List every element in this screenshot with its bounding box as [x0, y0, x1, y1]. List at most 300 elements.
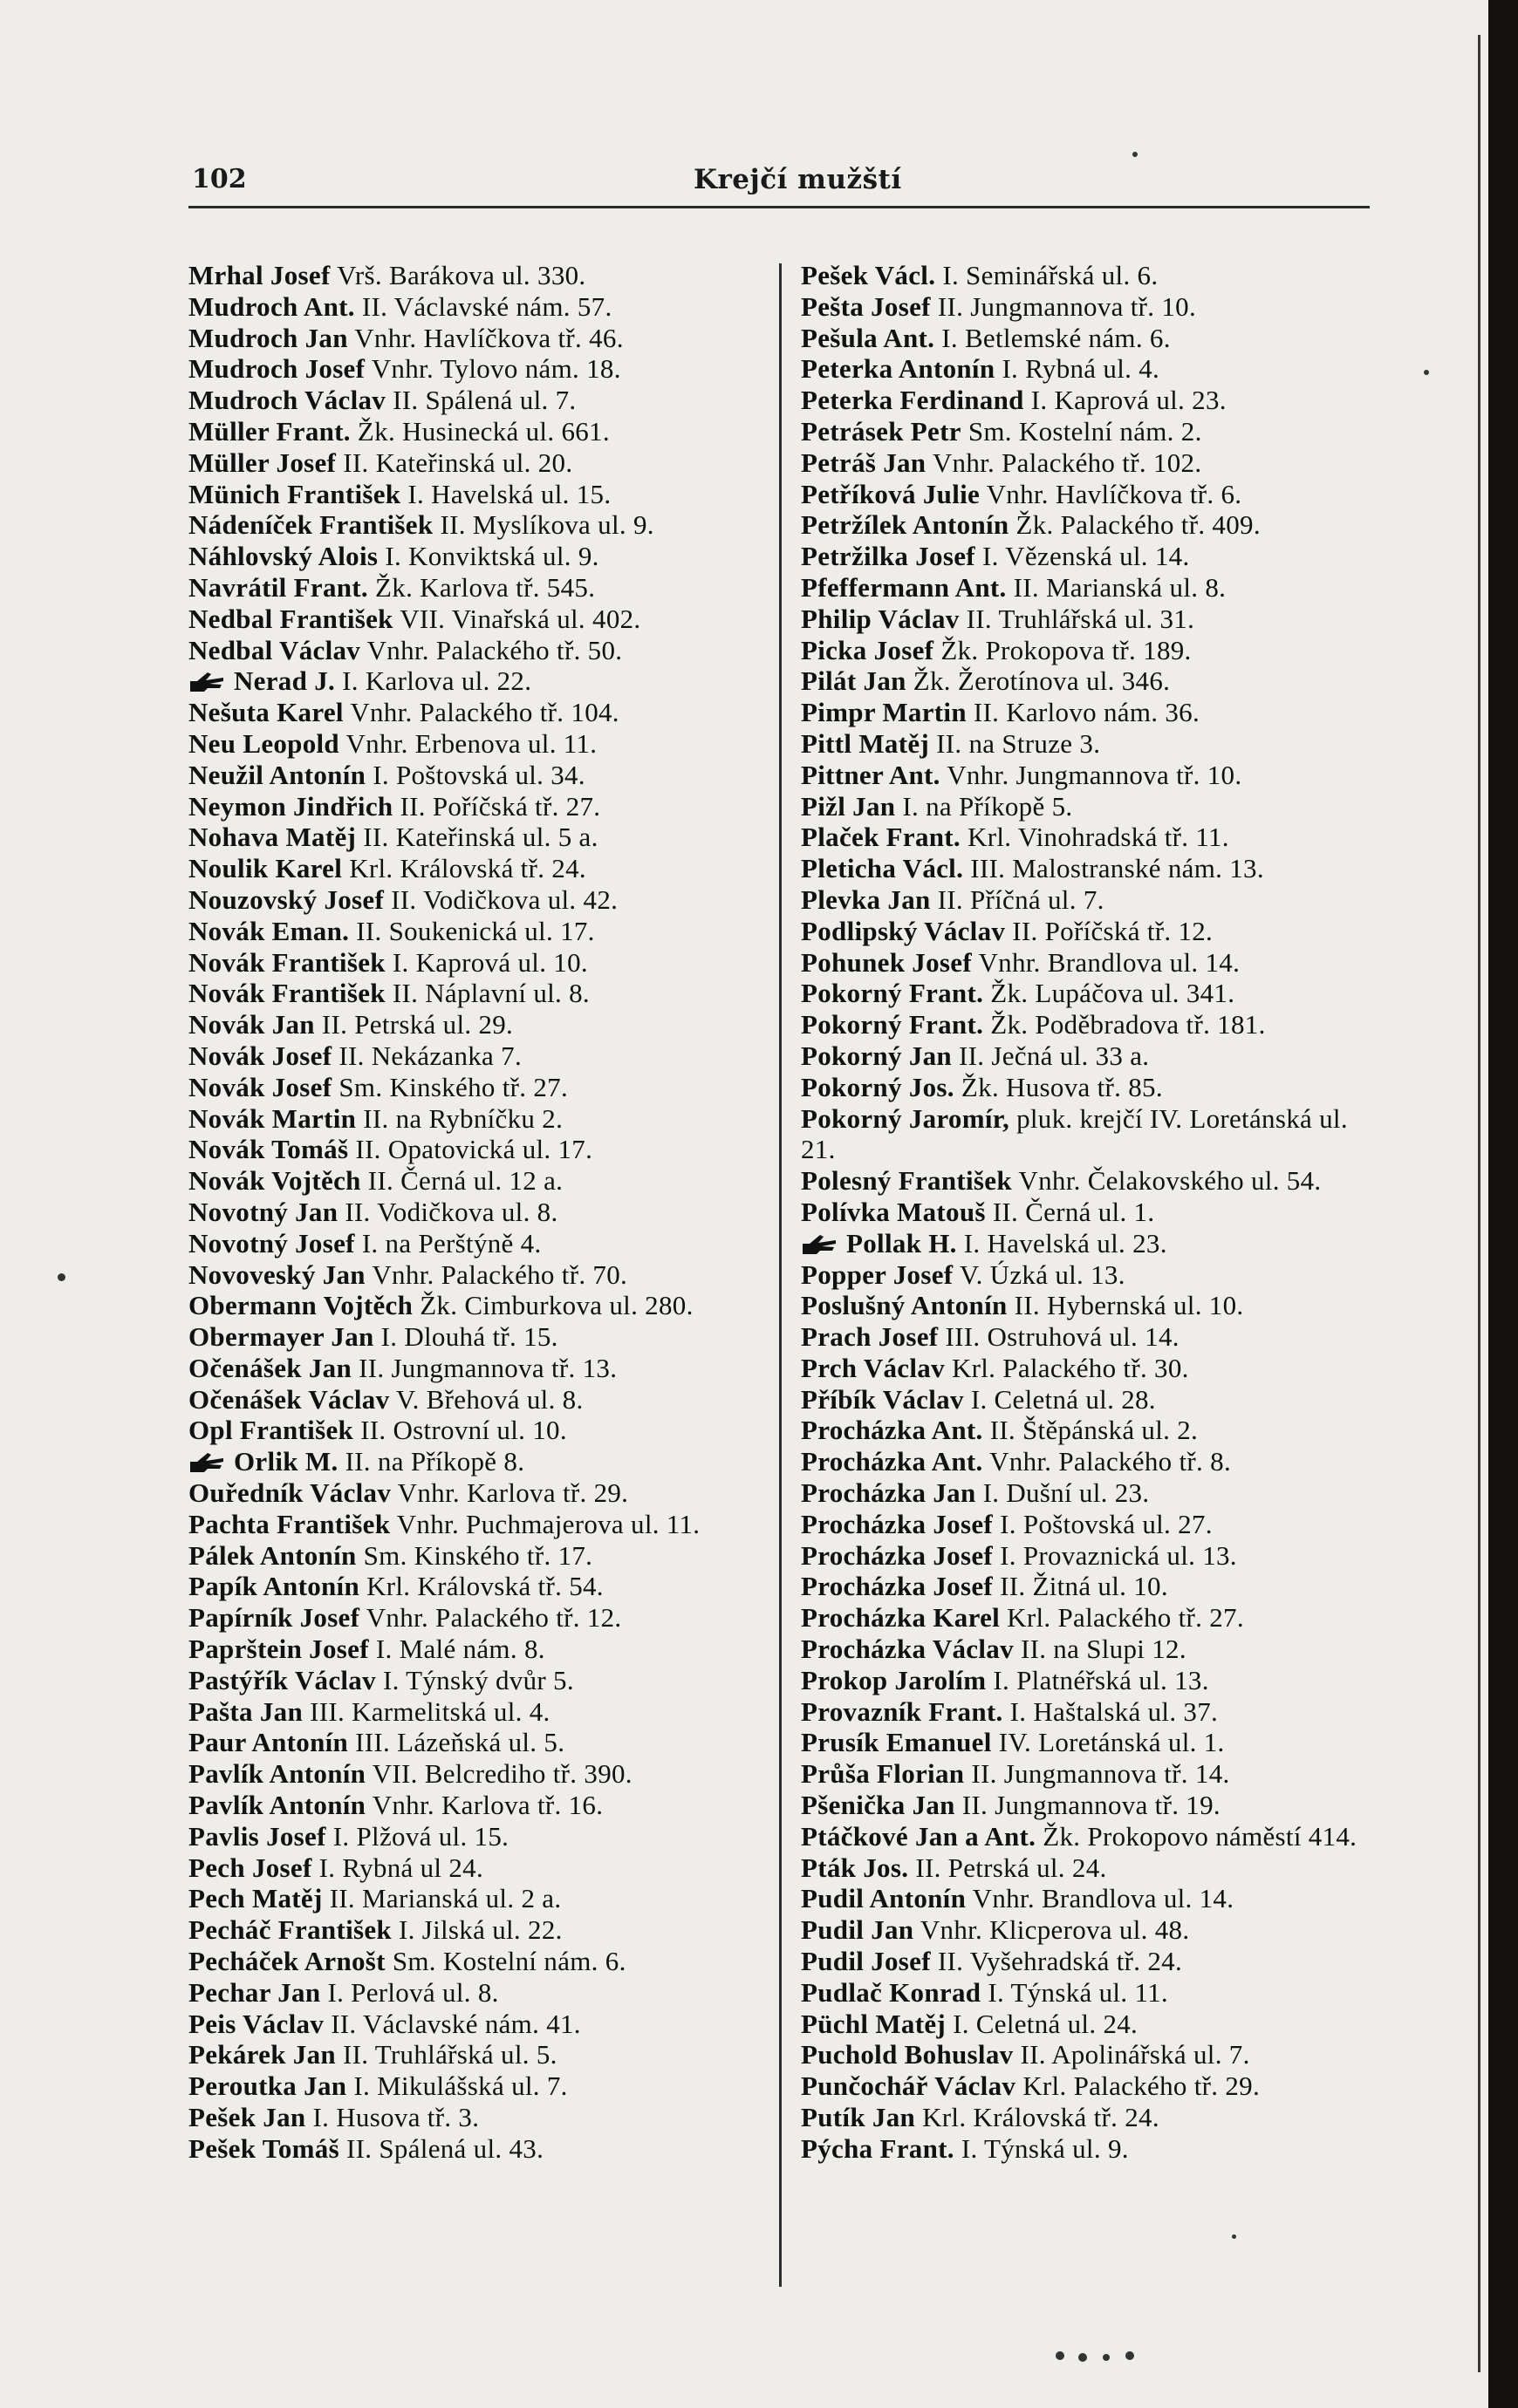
entry-name: Novák Martin: [188, 1102, 357, 1134]
directory-entry: [801, 2070, 1370, 2102]
entry-name: Peterka Ferdinand: [801, 385, 1024, 416]
entry-name: Procházka Jan: [801, 1477, 976, 1509]
directory-entry: [188, 1914, 756, 1946]
entry-name: Pleticha Václ.: [801, 853, 964, 884]
entry-name: Provazník Frant.: [801, 1695, 1003, 1727]
entry-name: Pechar Jan: [188, 1976, 321, 2008]
directory-entry: [188, 1040, 756, 1072]
entry-name: Peroutka Jan: [188, 2070, 347, 2102]
entry-address: I. Perlová ul. 8.: [327, 1976, 499, 2008]
entry-name: Pachta František: [188, 1508, 391, 1539]
entry-address: I. Rybná ul. 4.: [1002, 353, 1160, 385]
directory-entry: [801, 541, 1370, 572]
entry-address: Krl. Královská tř. 54.: [366, 1571, 604, 1602]
directory-entry: [801, 323, 1370, 354]
directory-entry: [188, 353, 756, 385]
entry-address: II. Poříčská tř. 27.: [400, 790, 601, 822]
directory-entry: [188, 2009, 756, 2040]
entry-address: I. Havelská ul. 15.: [407, 478, 612, 509]
directory-entry: [801, 978, 1370, 1009]
entry-name: Procházka Josef: [801, 1571, 994, 1602]
entry-name: Nádeníček František: [188, 509, 434, 541]
entry-address: Vnhr. Puchmajerova ul. 11.: [396, 1508, 701, 1539]
entry-address: Sm. Kostelní nám. 2.: [968, 415, 1202, 447]
entry-name: Procházka Josef: [801, 1508, 994, 1539]
entry-name: Navrátil Frant.: [188, 571, 368, 603]
directory-entry: [188, 1758, 756, 1790]
entry-address: I. Betlemské nám. 6.: [941, 322, 1171, 353]
entry-address: V. Břehová ul. 8.: [395, 1383, 584, 1415]
entry-name: Pašta Jan: [188, 1695, 304, 1727]
entry-name: Novák František: [188, 978, 386, 1009]
entry-address: II. Příčná ul. 7.: [937, 883, 1104, 915]
entry-address: Vnhr. Havlíčkova tř. 46.: [354, 322, 624, 353]
entry-address: I. Dlouhá tř. 15.: [380, 1321, 558, 1353]
entry-address: II. Černá ul. 1.: [992, 1196, 1155, 1227]
entry-name: Pešula Ant.: [801, 322, 935, 353]
entry-name: Pavlis Josef: [188, 1820, 326, 1852]
entry-address: III. Ostruhová ul. 14.: [945, 1321, 1180, 1353]
directory-entry: [801, 1259, 1370, 1291]
entry-name: Procházka Karel: [801, 1602, 1001, 1634]
entry-name: Pekárek Jan: [188, 2039, 336, 2070]
entry-address: Vnhr. Palackého tř. 12.: [366, 1602, 622, 1634]
directory-entry: [188, 1977, 756, 2009]
entry-address: I. Jilská ul. 22.: [399, 1914, 563, 1946]
entry-address: II. Vodičkova ul. 42.: [391, 883, 619, 915]
entry-address: Sm. Kinského tř. 17.: [363, 1539, 593, 1571]
entry-address: I. Kaprová ul. 10.: [392, 946, 588, 978]
directory-entry: [188, 822, 756, 853]
directory-entry: [801, 1696, 1370, 1728]
directory-entry: [188, 853, 756, 884]
entry-address: I. Mikulášská ul. 7.: [353, 2070, 568, 2102]
entry-name: Očenášek Václav: [188, 1383, 390, 1415]
entry-name: Pokorný Jaromír,: [801, 1102, 1010, 1134]
entry-address: I. Provaznická ul. 13.: [1000, 1539, 1237, 1571]
entry-name: Pollak H.: [846, 1227, 957, 1259]
entry-name: Pokorný Frant.: [801, 1009, 984, 1040]
entry-name: Picka Josef: [801, 634, 934, 665]
entry-name: Pokorný Frant.: [801, 978, 984, 1009]
directory-entry: [188, 2102, 756, 2133]
directory-entry: [801, 572, 1370, 604]
entry-address: Žk. Žerotínova ul. 346.: [913, 665, 1171, 697]
right-column: [801, 260, 1370, 2165]
entry-address: II. Ostrovní ul. 10.: [360, 1415, 567, 1446]
entry-name: Pokorný Jos.: [801, 1071, 954, 1102]
entry-address: II. Štěpánská ul. 2.: [989, 1415, 1199, 1446]
directory-entry: [188, 665, 756, 697]
entry-address: Krl. Královská tř. 24.: [922, 2102, 1159, 2133]
directory-entry: [801, 2039, 1370, 2070]
entry-address: I. Karlova ul. 22.: [342, 665, 532, 697]
directory-entry: [188, 1290, 756, 1321]
directory-entry: [801, 1821, 1370, 1852]
entry-address: Sm. Kostelní nám. 6.: [392, 1946, 626, 1977]
entry-name: Püchl Matěj: [801, 2008, 947, 2039]
entry-name: Pýcha Frant.: [801, 2132, 954, 2164]
entry-name: Novák Tomáš: [188, 1134, 349, 1165]
directory-entry: [188, 728, 756, 760]
entry-address: II. Spálená ul. 43.: [346, 2132, 544, 2164]
directory-entry: [801, 760, 1370, 791]
directory-entry: [188, 697, 756, 728]
entry-address: Krl. Palackého tř. 29.: [1022, 2070, 1260, 2102]
entry-name: Opl František: [188, 1415, 354, 1446]
entry-name: Podlipský Václav: [801, 915, 1006, 946]
entry-address: Vnhr. Palackého tř. 8.: [989, 1446, 1232, 1477]
entry-name: Pešek Tomáš: [188, 2132, 339, 2164]
entry-address: Vnhr. Brandlova ul. 14.: [978, 946, 1241, 978]
directory-entry: [801, 1103, 1370, 1166]
entry-name: Petrásek Petr: [801, 415, 961, 447]
directory-entry: [801, 1914, 1370, 1946]
entry-name: Paprštein Josef: [188, 1634, 369, 1665]
entry-address: I. Kaprová ul. 23.: [1030, 385, 1227, 416]
entry-name: Procházka Václav: [801, 1634, 1014, 1665]
entry-name: Pálek Antonín: [188, 1539, 357, 1571]
entry-name: Petráš Jan: [801, 447, 927, 478]
entry-name: Mrhal Josef: [188, 260, 331, 290]
entry-address: II. na Příkopě 8.: [345, 1446, 525, 1477]
directory-entry: [801, 1072, 1370, 1103]
directory-entry: [801, 1509, 1370, 1540]
directory-entry: [801, 1883, 1370, 1914]
entry-address: V. Úzká ul. 13.: [959, 1259, 1125, 1290]
directory-entry: [801, 479, 1370, 510]
entry-name: Novotný Josef: [188, 1227, 355, 1259]
directory-entry: [801, 1852, 1370, 1884]
entry-name: Novotný Jan: [188, 1196, 338, 1227]
entry-name: Prokop Jarolím: [801, 1664, 987, 1695]
directory-entry: [801, 1197, 1370, 1228]
entry-address: Vnhr. Palackého tř. 50.: [366, 634, 623, 665]
entry-address: II. Karlovo nám. 36.: [973, 697, 1200, 728]
entry-name: Novoveský Jan: [188, 1259, 366, 1290]
entry-name: Plaček Frant.: [801, 822, 961, 853]
directory-entry: [188, 791, 756, 822]
directory-entry: [188, 947, 756, 979]
entry-name: Pittner Ant.: [801, 759, 940, 790]
entry-address: I. Konviktská ul. 9.: [385, 541, 599, 572]
directory-entry: [188, 1384, 756, 1415]
directory-entry: [801, 1946, 1370, 1977]
entry-name: Münich František: [188, 478, 401, 509]
entry-name: Pastýřík Václav: [188, 1664, 376, 1695]
directory-entry: [188, 572, 756, 604]
entry-address: II. Ječná ul. 33 a.: [959, 1040, 1150, 1071]
entry-address: II. Náplavní ul. 8.: [392, 978, 590, 1009]
entry-address: II. Jungmannova tř. 14.: [971, 1758, 1230, 1790]
entry-address: Krl. Palackého tř. 27.: [1007, 1602, 1244, 1634]
entry-address: III. Karmelitská ul. 4.: [310, 1695, 550, 1727]
directory-entry: [188, 1571, 756, 1602]
entry-address: I. Týnská ul. 11.: [988, 1976, 1168, 2008]
entry-name: Procházka Ant.: [801, 1446, 983, 1477]
entry-address: Vnhr. Palackého tř. 104.: [350, 697, 619, 728]
directory-entry: [801, 416, 1370, 447]
directory-entry: [188, 1883, 756, 1914]
entry-name: Novák František: [188, 946, 386, 978]
pointing-hand-icon: [801, 1231, 838, 1256]
entry-name: Müller Frant.: [188, 415, 351, 447]
entry-name: Novák Vojtěch: [188, 1165, 361, 1197]
entry-name: Poslušný Antonín: [801, 1290, 1008, 1321]
entry-address: II. Truhlářská ul. 5.: [343, 2039, 557, 2070]
entry-address: Vnhr. Palackého tř. 70.: [372, 1259, 628, 1290]
directory-entry: [801, 447, 1370, 479]
entry-address: I. Rybná ul 24.: [318, 1852, 484, 1883]
directory-entry: [188, 884, 756, 916]
entry-address: II. Kateřinská ul. 5 a.: [363, 822, 598, 853]
entry-name: Pecháč František: [188, 1914, 392, 1946]
entry-name: Obermayer Jan: [188, 1321, 374, 1353]
directory-entry: [188, 1821, 756, 1852]
entry-name: Procházka Ant.: [801, 1415, 983, 1446]
entry-name: Pudlač Konrad: [801, 1976, 981, 2008]
directory-entry: [188, 447, 756, 479]
running-title: Krejčí mužští: [694, 164, 902, 195]
entry-address: Žk. Poděbradova tř. 181.: [990, 1009, 1266, 1040]
entry-name: Noulik Karel: [188, 853, 343, 884]
entry-address: II. Truhlářská ul. 31.: [966, 603, 1195, 634]
entry-address: II. na Rybníčku 2.: [363, 1102, 564, 1134]
directory-entry: [801, 665, 1370, 697]
entry-name: Příbík Václav: [801, 1383, 964, 1415]
entry-name: Popper Josef: [801, 1259, 954, 1290]
entry-address: Krl. Královská tř. 24.: [349, 853, 586, 884]
entry-address: III. Malostranské nám. 13.: [970, 853, 1264, 884]
directory-entry: [801, 697, 1370, 728]
entry-address: II. Poříčská tř. 12.: [1012, 915, 1214, 946]
entry-address: I. na Příkopě 5.: [902, 790, 1073, 822]
directory-entry: [188, 1446, 756, 1477]
entry-address: Žk. Prokopovo náměstí 414.: [1043, 1820, 1357, 1852]
entry-name: Neymon Jindřich: [188, 790, 393, 822]
entry-name: Pavlík Antonín: [188, 1758, 366, 1790]
entry-address: I. Husova tř. 3.: [312, 2102, 480, 2133]
entry-name: Pittl Matěj: [801, 727, 930, 759]
entry-name: Novák Eman.: [188, 915, 350, 946]
entry-name: Papírník Josef: [188, 1602, 360, 1634]
entry-address: II. Myslíkova ul. 9.: [440, 509, 654, 541]
directory-entry: [188, 1321, 756, 1353]
directory-entry: [801, 1602, 1370, 1634]
directory-entry: [188, 1946, 756, 1977]
entry-address: Žk. Lupáčova ul. 341.: [990, 978, 1235, 1009]
directory-entry: [801, 1727, 1370, 1758]
entry-address: Vnhr. Palackého tř. 102.: [932, 447, 1202, 478]
entry-name: Prusík Emanuel: [801, 1727, 992, 1758]
entry-name: Náhlovský Alois: [188, 541, 379, 572]
entry-address: II. Vyšehradská tř. 24.: [937, 1946, 1183, 1977]
entry-address: II. Jungmannova tř. 13.: [359, 1352, 618, 1383]
entry-address: I. Platnéřská ul. 13.: [993, 1664, 1209, 1695]
directory-entry: [188, 1103, 756, 1135]
entry-address: II. Petrská ul. 29.: [321, 1009, 514, 1040]
directory-entry: [801, 1634, 1370, 1665]
directory-entry: [801, 822, 1370, 853]
entry-address: I. Seminářská ul. 6.: [942, 260, 1159, 290]
directory-entry: [801, 1477, 1370, 1509]
entry-address: II. Opatovická ul. 17.: [355, 1134, 593, 1165]
directory-entry: [188, 509, 756, 541]
scan-speck: [1103, 2354, 1110, 2361]
entry-name: Pavlík Antonín: [188, 1790, 366, 1821]
entry-name: Peterka Antonín: [801, 353, 995, 385]
entry-address: Vnhr. Tylovo nám. 18.: [371, 353, 621, 385]
entry-name: Pilát Jan: [801, 665, 906, 697]
directory-entry: [801, 1384, 1370, 1415]
scan-speck: [1056, 2351, 1064, 2360]
directory-entry: [188, 1852, 756, 1884]
directory-entry: [188, 1727, 756, 1758]
directory-entry: [188, 1665, 756, 1696]
directory-entry: [188, 1072, 756, 1103]
entry-address: II. Nekázanka 7.: [338, 1040, 523, 1071]
directory-entry: [188, 385, 756, 416]
directory-entry: [801, 728, 1370, 760]
entry-address: Vnhr. Havlíčkova tř. 6.: [986, 478, 1242, 509]
entry-address: II. Marianská ul. 8.: [1013, 571, 1227, 603]
directory-entry: [801, 1228, 1370, 1259]
entry-name: Obermann Vojtěch: [188, 1290, 414, 1321]
directory-entry: [188, 2039, 756, 2070]
directory-entry: [188, 916, 756, 947]
entry-name: Pták Jos.: [801, 1852, 909, 1883]
entry-address: I. Týnská ul. 9.: [961, 2132, 1129, 2164]
entry-address: Žk. Prokopova tř. 189.: [940, 634, 1192, 665]
directory-entry: [188, 1353, 756, 1384]
directory-entry: [188, 260, 756, 291]
directory-entry: [801, 1165, 1370, 1197]
directory-entry: [188, 1790, 756, 1821]
directory-entry: [801, 791, 1370, 822]
directory-entry: [188, 1197, 756, 1228]
entry-name: Pohunek Josef: [801, 946, 972, 978]
entry-name: Polívka Matouš: [801, 1196, 986, 1227]
entry-address: I. Poštovská ul. 27.: [1000, 1508, 1213, 1539]
entry-name: Procházka Josef: [801, 1539, 994, 1571]
directory-entry: [801, 635, 1370, 666]
entry-name: Novák Jan: [188, 1009, 315, 1040]
entry-name: Pech Matěj: [188, 1883, 323, 1914]
directory-entry: [801, 1290, 1370, 1321]
entry-name: Petržílek Antonín: [801, 509, 1009, 541]
page-header: [0, 0, 1488, 218]
entry-address: II. Václavské nám. 57.: [361, 290, 612, 322]
entry-address: Žk. Palackého tř. 409.: [1015, 509, 1261, 541]
entry-name: Orlik M.: [234, 1446, 338, 1477]
directory-entry: [801, 1790, 1370, 1821]
entry-address: Vnhr. Brandlova ul. 14.: [972, 1883, 1234, 1914]
entry-name: Pešek Jan: [188, 2102, 306, 2133]
directory-entry: [188, 1165, 756, 1197]
entry-name: Mudroch Jan: [188, 322, 348, 353]
entry-name: Pimpr Martin: [801, 697, 967, 728]
entry-name: Pech Josef: [188, 1852, 312, 1883]
directory-entry: [188, 323, 756, 354]
header-rule: [188, 206, 1370, 208]
scan-speck: [1232, 2234, 1236, 2239]
entry-address: Krl. Vinohradská tř. 11.: [968, 822, 1229, 853]
directory-entry: [801, 2102, 1370, 2133]
entry-name: Plevka Jan: [801, 883, 931, 915]
entry-name: Neu Leopold: [188, 727, 339, 759]
directory-entry: [188, 978, 756, 1009]
entry-name: Pšenička Jan: [801, 1790, 955, 1821]
directory-entry: [801, 1665, 1370, 1696]
entry-name: Pecháček Arnošt: [188, 1946, 386, 1977]
entry-address: Vnhr. Klicperova ul. 48.: [920, 1914, 1190, 1946]
entry-name: Punčochář Václav: [801, 2070, 1016, 2102]
entry-name: Petržilka Josef: [801, 541, 975, 572]
entry-name: Mudroch Ant.: [188, 290, 355, 322]
entry-address: II. Spálená ul. 7.: [393, 385, 577, 416]
directory-entry: [188, 1415, 756, 1446]
entry-address: Sm. Kinského tř. 27.: [338, 1071, 569, 1102]
directory-entry: [801, 2133, 1370, 2165]
directory-entry: [801, 604, 1370, 635]
directory-entry: [801, 1040, 1370, 1072]
entry-name: Očenášek Jan: [188, 1352, 352, 1383]
directory-entry: [801, 353, 1370, 385]
entry-address: Vnhr. Čelakovského ul. 54.: [1018, 1165, 1322, 1197]
directory-entry: [188, 1477, 756, 1509]
entry-name: Nedbal Václav: [188, 634, 361, 665]
directory-entry: [801, 385, 1370, 416]
scan-edge-line: [1478, 35, 1480, 2372]
scan-edge: [1488, 0, 1518, 2408]
entry-address: I. Týnský dvůr 5.: [382, 1664, 574, 1695]
directory-entry: [188, 1134, 756, 1165]
entry-name: Pudil Antonín: [801, 1883, 967, 1914]
entry-name: Ptáčkové Jan a Ant.: [801, 1820, 1036, 1852]
entry-address: Vnhr. Jungmannova tř. 10.: [947, 759, 1242, 790]
directory-entry: [188, 291, 756, 323]
entry-address: I. na Perštýně 4.: [361, 1227, 542, 1259]
entry-address: II. na Slupi 12.: [1020, 1634, 1186, 1665]
entry-address: I. Dušní ul. 23.: [982, 1477, 1150, 1509]
entry-address: I. Vězenská ul. 14.: [981, 541, 1190, 572]
directory-entry: [188, 2070, 756, 2102]
directory-entry: [188, 1228, 756, 1259]
pointing-hand-icon: [188, 1450, 225, 1474]
directory-entry: [801, 1540, 1370, 1572]
directory-entry: [801, 1977, 1370, 2009]
entry-address: VII. Belcrediho tř. 390.: [372, 1758, 632, 1790]
scan-speck: [1125, 2351, 1134, 2360]
directory-entry: [188, 1696, 756, 1728]
entry-address: II. na Struze 3.: [936, 727, 1101, 759]
entry-name: Nouzovský Josef: [188, 883, 385, 915]
entry-address: Vnhr. Karlova tř. 29.: [397, 1477, 629, 1509]
entry-name: Papík Antonín: [188, 1571, 360, 1602]
directory-entry: [801, 1353, 1370, 1384]
directory-entry: [188, 2133, 756, 2165]
entry-address: Žk. Karlova tř. 545.: [375, 571, 596, 603]
entry-address: pluk. krejčí IV. Loretánská ul. 21.: [801, 1102, 1348, 1165]
entry-name: Nohava Matěj: [188, 822, 357, 853]
entry-address: II. Marianská ul. 2 a.: [329, 1883, 562, 1914]
entry-name: Pešek Václ.: [801, 260, 936, 290]
directory-entry: [801, 260, 1370, 291]
directory-entry: [188, 1509, 756, 1540]
entry-address: II. Petrská ul. 24.: [915, 1852, 1107, 1883]
entry-name: Pokorný Jan: [801, 1040, 952, 1071]
entry-name: Pešta Josef: [801, 290, 931, 322]
